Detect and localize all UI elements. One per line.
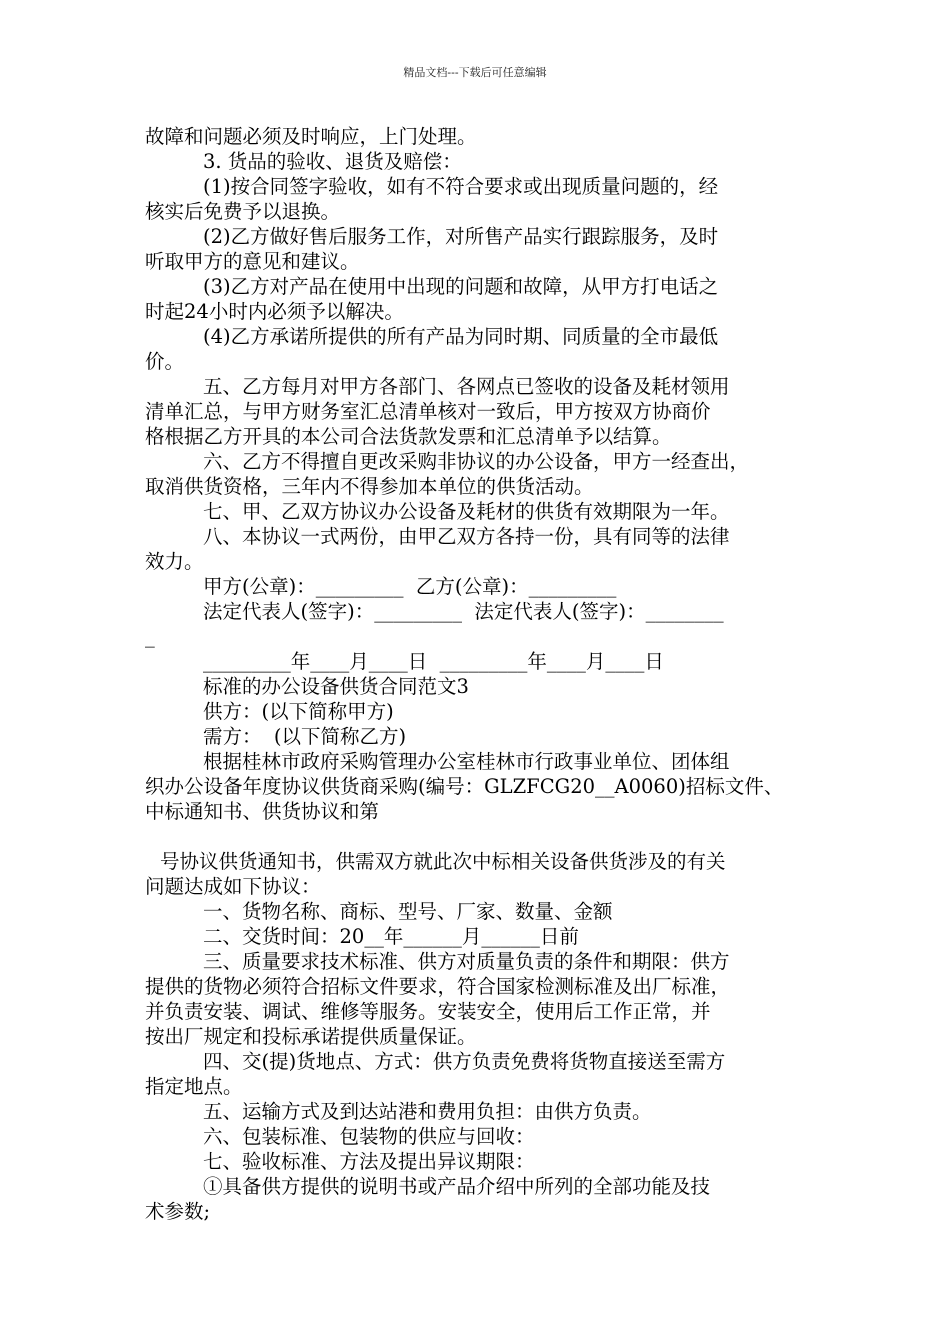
text-line: 核实后免费予以退换。	[145, 200, 341, 223]
text-line: 根据桂林市政府采购管理办公室桂林市行政事业单位、团体组	[203, 750, 730, 773]
text-line: 3. 货品的验收、退货及赔偿：	[203, 150, 462, 173]
text-line: 三、质量要求技术标准、供方对质量负责的条件和期限：供方	[203, 950, 730, 973]
text-line: (1)按合同签字验收，如有不符合要求或出现质量问题的，经	[203, 175, 719, 198]
text-line: (2)乙方做好售后服务工作，对所售产品实行跟踪服务，及时	[203, 225, 719, 248]
text-line: 取消供货资格，三年内不得参加本单位的供货活动。	[145, 475, 594, 498]
text-line: 四、交(提)货地点、方式：供方负责免费将货物直接送至需方	[203, 1050, 726, 1073]
text-line: ①具备供方提供的说明书或产品介绍中所列的全部功能及技	[203, 1175, 711, 1198]
text-line: 术参数;	[145, 1200, 211, 1223]
text-line: 时起24小时内必须予以解决。	[145, 300, 404, 323]
text-line: 格根据乙方开具的本公司合法货款发票和汇总清单予以结算。	[145, 425, 672, 448]
text-line: 六、包装标准、包装物的供应与回收：	[203, 1125, 535, 1148]
text-line: 清单汇总，与甲方财务室汇总清单核对一致后，甲方按双方协商价	[145, 400, 711, 423]
section-title: 标准的办公设备供货合同范文3	[203, 675, 469, 698]
text-line: 七、验收标准、方法及提出异议期限：	[203, 1150, 535, 1173]
text-line: 中标通知书、供货协议和第	[145, 800, 380, 823]
text-line: 二、交货时间：20__年______月______日前	[203, 925, 579, 948]
text-line: 号协议供货通知书，供需双方就此次中标相关设备供货涉及的有关	[160, 850, 726, 873]
text-line: 八、本协议一式两份，由甲乙双方各持一份，具有同等的法律	[203, 525, 730, 548]
text-line: 听取甲方的意见和建议。	[145, 250, 360, 273]
text-line: 指定地点。	[145, 1075, 243, 1098]
text-line: 提供的货物必须符合招标文件要求，符合国家检测标准及出厂标准，	[145, 975, 731, 998]
date-line: _________年____月____日 _________年____月____日	[203, 650, 664, 673]
text-line: 问题达成如下协议：	[145, 875, 321, 898]
text-line: 需方： (以下简称乙方)	[203, 725, 407, 748]
text-line: 七、甲、乙双方协议办公设备及耗材的供货有效期限为一年。	[203, 500, 730, 523]
text-line: 五、乙方每月对甲方各部门、各网点已签收的设备及耗材领用	[203, 375, 730, 398]
text-line: _	[145, 625, 155, 648]
text-line: 价。	[145, 350, 185, 373]
text-line: 六、乙方不得擅自更改采购非协议的办公设备，甲方一经查出，	[203, 450, 750, 473]
signature-line: 法定代表人(签字)：_________ 法定代表人(签字)：________	[203, 600, 724, 623]
text-line: 效力。	[145, 550, 204, 573]
signature-line: 甲方(公章)：_________ 乙方(公章)：_________	[203, 575, 617, 598]
text-line: (4)乙方承诺所提供的所有产品为同时期、同质量的全市最低	[203, 325, 719, 348]
text-line: (3)乙方对产品在使用中出现的问题和故障，从甲方打电话之	[203, 275, 719, 298]
text-line: 故障和问题必须及时响应，上门处理。	[145, 125, 477, 148]
text-line: 织办公设备年度协议供货商采购(编号：GLZFCG20__A0060)招标文件、	[145, 775, 784, 798]
text-line: 并负责安装、调试、维修等服务。安装安全，使用后工作正常，并	[145, 1000, 711, 1023]
text-line: 按出厂规定和投标承诺提供质量保证。	[145, 1025, 477, 1048]
text-line: 五、运输方式及到达站港和费用负担：由供方负责。	[203, 1100, 652, 1123]
text-line: 供方：(以下简称甲方)	[203, 700, 394, 723]
page-header: 精品文档---下载后可任意编辑	[403, 66, 547, 79]
text-line: 一、货物名称、商标、型号、厂家、数量、金额	[203, 900, 613, 923]
